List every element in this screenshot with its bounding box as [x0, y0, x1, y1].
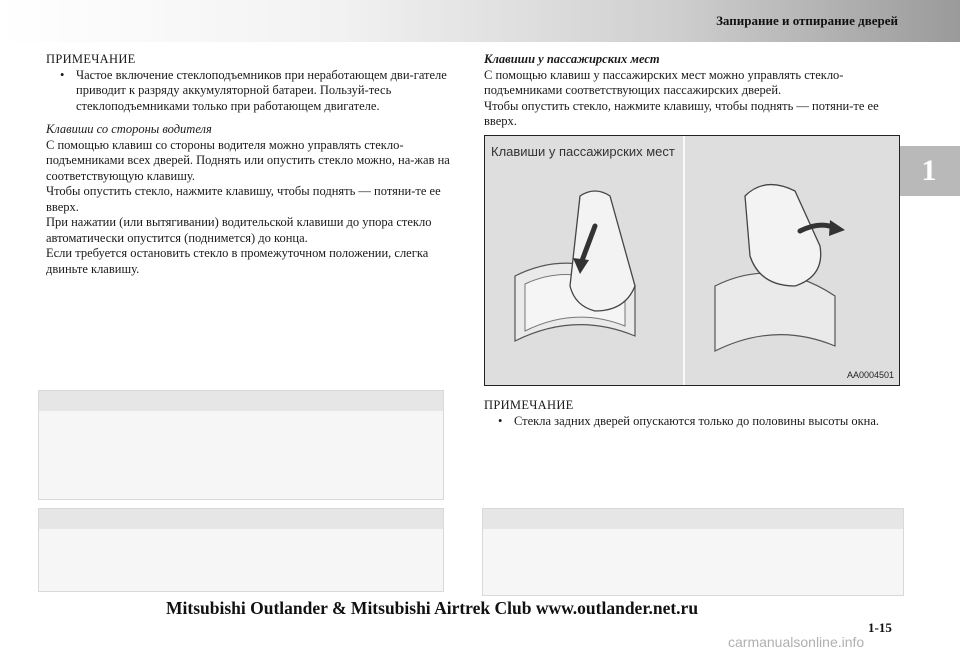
bullet-icon: • — [498, 413, 503, 428]
watermark: carmanualsonline.info — [728, 634, 865, 650]
note-bullet-text: Частое включение стеклоподъемников при неработающем дви-гателе приводит к разряду аккумуляторной батареи. Пользуй-тесь стеклоподъемниками только при работающем двигателе. — [76, 67, 447, 113]
figure-label: Клавиши у пассажирских мест — [491, 144, 675, 159]
chapter-tab: 1 — [898, 146, 960, 196]
page-number: 1-15 — [868, 620, 892, 635]
paragraph: Если требуется остановить стекло в промежуточном положении, слегка двиньте клавишу. — [46, 246, 429, 276]
note-title: ПРИМЕЧАНИЕ — [484, 398, 574, 412]
pull-switch-drawing — [685, 136, 899, 385]
paragraph: Чтобы опустить стекло, нажмите клавишу, чтобы поднять — потяни-те ее вверх. — [484, 98, 879, 128]
footer-club-banner: Mitsubishi Outlander & Mitsubishi Airtrek Club www.outlander.net.ru — [166, 598, 699, 618]
paragraph: С помощью клавиш у пассажирских мест можно управлять стекло-подъемниками соответствующих пассажирских дверей. — [484, 67, 844, 97]
bleed-through-caution-box — [38, 508, 444, 592]
right-column-note — [484, 398, 898, 429]
figure-code: AA0004501 — [846, 370, 894, 380]
section-heading-passenger-switches: Клавиши у пассажирских мест — [484, 52, 660, 66]
paragraph: Чтобы опустить стекло, нажмите клавишу, чтобы поднять — потяни-те ее вверх. — [46, 184, 441, 214]
section-heading-driver-switches: Клавиши со стороны водителя — [46, 122, 212, 136]
bleed-through-warning-box — [482, 508, 904, 596]
press-switch-drawing — [485, 136, 683, 385]
passenger-switch-illustration — [484, 135, 900, 386]
note-bullet — [484, 414, 898, 430]
right-column-text — [484, 52, 898, 130]
note-title: ПРИМЕЧАНИЕ — [46, 52, 136, 66]
page-header-title: Запирание и отпирание дверей — [716, 13, 898, 28]
paragraph: При нажатии (или вытягивании) водительской клавиши до упора стекло автоматически опустится (поднимется) до конца. — [46, 215, 432, 245]
note-bullet — [46, 68, 450, 115]
left-column — [46, 52, 450, 277]
bullet-icon: • — [60, 67, 65, 82]
paragraph: С помощью клавиш со стороны водителя можно управлять стекло-подъемниками всех дверей. Поднять или опустить стекло можно, на-жав на соответствующую клавишу. — [46, 137, 450, 183]
bleed-through-warning-box — [38, 390, 444, 500]
note-bullet-text: Стекла задних дверей опускаются только до половины высоты окна. — [514, 413, 880, 428]
